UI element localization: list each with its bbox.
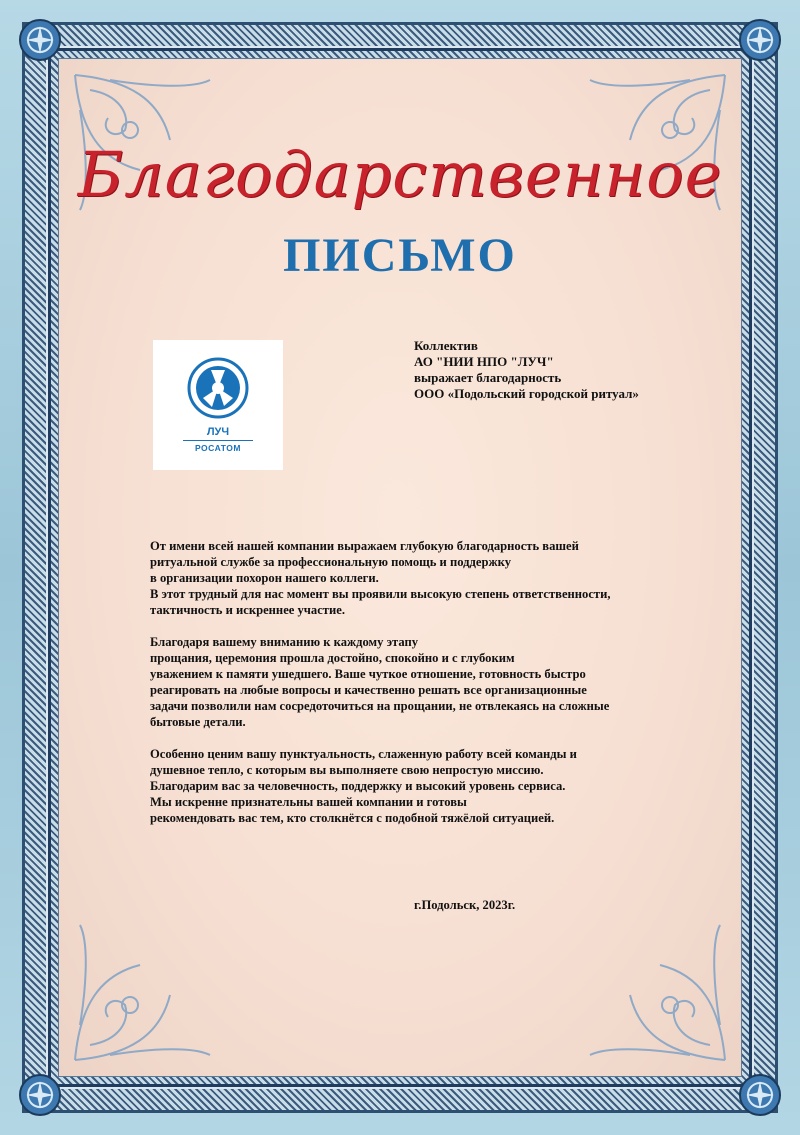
header-line: выражает благодарность: [414, 370, 562, 385]
body-line: Мы искренне признательны вашей компании и готовы: [150, 795, 467, 809]
corner-medallion-icon: [738, 1073, 782, 1117]
body-line: прощания, церемония прошла достойно, спокойно и с глубоким: [150, 651, 515, 665]
title-main: ПИСЬМО: [283, 229, 517, 282]
corner-medallion-icon: [18, 1073, 62, 1117]
corner-medallion-icon: [738, 18, 782, 62]
logo-text-rosatom: РОСАТОМ: [195, 443, 241, 453]
body-line: От имени всей нашей компании выражаем глубокую благодарность вашей: [150, 539, 579, 553]
header-line: АО "НИИ НПО "ЛУЧ": [414, 354, 554, 369]
corner-medallion-icon: [18, 18, 62, 62]
rosatom-logo-icon: [153, 340, 283, 430]
body-line: бытовые детали.: [150, 715, 246, 729]
paragraph-gap: [150, 618, 650, 634]
body-line: в организации похорон нашего коллеги.: [150, 571, 379, 585]
logo-divider: [183, 440, 253, 441]
body-line: Благодаря вашему вниманию к каждому этапу: [150, 635, 419, 649]
body-line: уважением к памяти ушедшего. Ваше чуткое отношение, готовность быстро: [150, 667, 586, 681]
body-line: Благодарим вас за человечность, поддержку и высокий уровень сервиса.: [150, 779, 566, 793]
body-line: реагировать на любые вопросы и качественно решать все организационные: [150, 683, 587, 697]
header-line: ООО «Подольский городской ритуал»: [414, 386, 639, 401]
filigree-ornament-icon: [70, 915, 220, 1065]
paragraph-gap: [150, 730, 650, 746]
body-line: В этот трудный для нас момент вы проявили высокую степень ответственности,: [150, 587, 611, 601]
place-date-signature: г.Подольск, 2023г.: [414, 898, 516, 912]
body-line: тактичность и искреннее участие.: [150, 603, 345, 617]
body-line: задачи позволили нам сосредоточиться на прощании, не отвлекаясь на сложные: [150, 699, 610, 713]
body-line: Особенно ценим вашу пунктуальность, слаженную работу всей команды и: [150, 747, 577, 761]
body-line: ритуальной службе за профессиональную помощь и поддержку: [150, 555, 511, 569]
addressee-block: [414, 338, 744, 402]
letter-body: [150, 538, 650, 826]
logo-text-luch: ЛУЧ: [206, 426, 230, 438]
filigree-ornament-icon: [580, 915, 730, 1065]
title-script: Благодарственное: [77, 138, 723, 211]
body-line: душевное тепло, с которым вы выполняете свою непростую миссию.: [150, 763, 544, 777]
header-line: Коллектив: [414, 338, 478, 353]
company-logo: [153, 340, 283, 470]
body-line: рекомендовать вас тем, кто столкнётся с подобной тяжёлой ситуацией.: [150, 811, 555, 825]
